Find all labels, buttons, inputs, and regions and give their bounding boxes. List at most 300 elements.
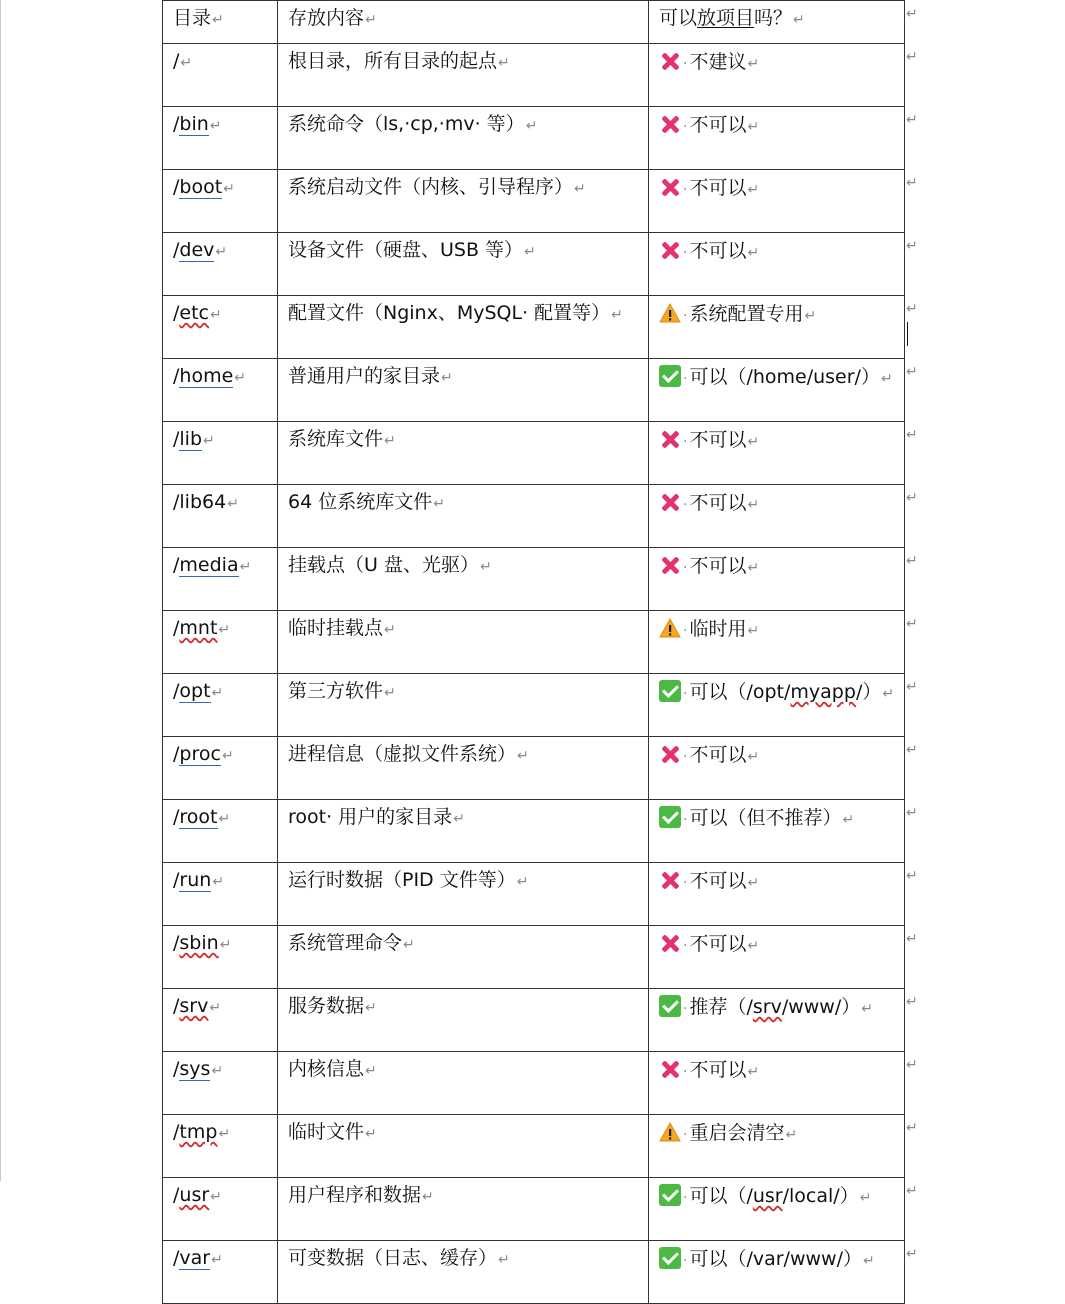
row-end-mark-icon: ↵ [906,49,918,65]
dir-name: lib [179,428,203,450]
check-mark-icon [659,680,681,702]
space-mark-icon: · [683,1253,688,1269]
table-row [163,989,905,1052]
row-end-mark-icon: ↵ [906,616,918,632]
paragraph-mark-icon: ↵ [747,119,760,135]
paragraph-mark-icon: ↵ [498,55,510,71]
paragraph-mark-icon: ↵ [747,56,760,72]
cell-directory[interactable] [163,611,278,674]
row-end-mark-icon: ↵ [906,6,918,22]
space-mark-icon: · [683,434,688,450]
paragraph-mark-icon: ↵ [747,623,760,639]
check-mark-icon [659,365,681,387]
cross-mark-icon [659,1058,681,1080]
paragraph-mark-icon: ↵ [384,622,396,638]
header-question-suffix: 吗？ [754,7,793,29]
paragraph-mark-icon: ↵ [422,1189,434,1205]
row-end-mark-icon: ↵ [906,742,918,758]
warning-icon [659,1121,681,1143]
paragraph-mark-icon: ↵ [227,496,239,512]
dir-slash: / [173,680,180,702]
check-mark-icon [659,1184,681,1206]
space-mark-icon: · [683,1064,688,1080]
cell-directory[interactable] [163,170,278,233]
table-row [163,485,905,548]
end-of-row-marks [905,0,925,1262]
text-cursor [907,322,908,346]
row-end-mark-icon: ↵ [906,679,918,695]
paragraph-mark-icon: ↵ [218,811,231,827]
cell-content[interactable] [278,1178,649,1241]
header-question-prefix: 可以 [659,7,698,29]
paragraph-mark-icon: ↵ [211,1063,224,1079]
space-mark-icon: · [683,56,688,72]
cell-directory[interactable] [163,800,278,863]
table-row [163,737,905,800]
cross-mark-icon [659,113,681,135]
answer-text: 不可以 [689,555,747,577]
cell-directory[interactable] [163,548,278,611]
paragraph-mark-icon: ↵ [209,118,222,134]
content-text: 系统启动文件（内核、引导程序） [288,176,574,198]
cell-answer[interactable] [649,170,905,233]
table-row [163,1115,905,1178]
dir-name: usr [179,1184,210,1206]
paragraph-mark-icon: ↵ [747,1064,760,1080]
answer-text: 不可以 [689,240,747,262]
content-text: 第三方软件 [288,680,384,702]
answer-text: 可以（但不推荐） [689,807,842,829]
answer-text-pre: 推荐（/ [689,996,753,1018]
table-row [163,44,905,107]
cell-content[interactable] [278,611,649,674]
dir-name: opt [179,680,211,702]
dir-name: root [179,806,218,828]
row-end-mark-icon: ↵ [906,994,918,1010]
paragraph-mark-icon: ↵ [403,937,415,953]
header-cell-directory[interactable] [163,1,278,44]
paragraph-mark-icon: ↵ [433,496,445,512]
cell-directory[interactable] [163,485,278,548]
paragraph-mark-icon: ↵ [859,1190,872,1206]
space-mark-icon: · [683,182,688,198]
dir-slash: / [173,491,180,513]
row-end-mark-icon: ↵ [906,364,918,380]
paragraph-mark-icon: ↵ [747,875,760,891]
dir-name: boot [179,176,223,198]
paragraph-mark-icon: ↵ [441,370,453,386]
paragraph-mark-icon: ↵ [209,1000,222,1016]
paragraph-mark-icon: ↵ [218,622,231,638]
dir-slash: / [173,428,180,450]
table-row [163,1052,905,1115]
cell-answer[interactable] [649,296,905,359]
space-mark-icon: · [683,749,688,765]
paragraph-mark-icon: ↵ [516,874,529,890]
table-row [163,1178,905,1241]
answer-text: 不可以 [689,429,747,451]
content-text: 普通用户的家目录 [288,365,441,387]
paragraph-mark-icon: ↵ [203,433,215,449]
dir-name: sbin [179,932,219,954]
paragraph-mark-icon: ↵ [215,244,228,260]
cell-directory[interactable] [163,989,278,1052]
cell-answer[interactable] [649,548,905,611]
paragraph-mark-icon: ↵ [365,1126,377,1142]
cell-directory[interactable] [163,44,278,107]
dir-slash: / [173,617,180,639]
answer-text: 不可以 [689,177,747,199]
answer-spell-flag: myapp [790,681,856,703]
cell-answer[interactable] [649,1052,905,1115]
paragraph-mark-icon: ↵ [219,937,232,953]
cell-directory[interactable] [163,296,278,359]
paragraph-mark-icon: ↵ [882,686,895,702]
answer-text: 不可以 [689,1059,747,1081]
content-text: 内核信息 [288,1058,365,1080]
row-end-mark-icon: ↵ [906,931,918,947]
paragraph-mark-icon: ↵ [180,55,193,71]
content-text: 用户程序和数据 [288,1184,422,1206]
dir-slash: / [173,806,180,828]
space-mark-icon: · [683,119,688,135]
answer-text: 临时用 [689,618,747,640]
cell-content[interactable] [278,44,649,107]
dir-name: proc [179,743,221,765]
dir-slash: / [173,239,180,261]
answer-text: 不可以 [689,744,747,766]
paragraph-mark-icon: ↵ [517,748,529,764]
paragraph-mark-icon: ↵ [212,12,224,28]
row-end-mark-icon: ↵ [906,238,918,254]
table-row [163,863,905,926]
answer-text: 重启会清空 [689,1122,785,1144]
header-content-label: 存放内容 [288,7,365,29]
cell-directory[interactable] [163,1115,278,1178]
paragraph-mark-icon: ↵ [212,874,225,890]
header-cell-question[interactable] [649,1,905,44]
space-mark-icon: · [683,497,688,513]
paragraph-mark-icon: ↵ [747,938,760,954]
space-mark-icon: · [683,623,688,639]
check-mark-icon [659,806,681,828]
cell-content[interactable] [278,359,649,422]
row-end-mark-icon: ↵ [906,805,918,821]
cell-answer[interactable] [649,800,905,863]
cell-answer[interactable] [649,611,905,674]
answer-text: /www/） [781,996,861,1018]
dir-slash: / [173,1247,180,1269]
dir-slash: / [173,1121,180,1143]
cell-directory[interactable] [163,674,278,737]
paragraph-mark-icon: ↵ [365,12,377,28]
paragraph-mark-icon: ↵ [384,685,396,701]
paragraph-mark-icon: ↵ [793,12,805,28]
paragraph-mark-icon: ↵ [384,433,396,449]
cell-content[interactable] [278,107,649,170]
row-end-mark-icon: ↵ [906,490,918,506]
cell-answer[interactable] [649,1115,905,1178]
dir-slash: / [173,365,180,387]
paragraph-mark-icon: ↵ [804,308,817,324]
space-mark-icon: · [683,1190,688,1206]
answer-text: 不可以 [689,933,747,955]
content-text: root· 用户的家目录 [288,806,453,828]
dir-slash: / [173,743,180,765]
header-cell-content[interactable] [278,1,649,44]
cell-content[interactable] [278,926,649,989]
answer-text: 可以（/home/user/） [689,366,880,388]
paragraph-mark-icon: ↵ [747,749,760,765]
table-row [163,233,905,296]
answer-text-pre: 可以（/opt/ [689,681,791,703]
cell-content[interactable] [278,737,649,800]
content-text: 进程信息（虚拟文件系统） [288,743,517,765]
dir-name: etc [179,302,209,324]
cross-mark-icon [659,869,681,891]
content-text: 可变数据（日志、缓存） [288,1247,498,1269]
warning-icon [659,617,681,639]
space-mark-icon: · [683,1127,688,1143]
cell-content[interactable] [278,863,649,926]
answer-spell-flag: srv [752,996,782,1018]
paragraph-mark-icon: ↵ [785,1127,798,1143]
dir-name: sys [179,1058,211,1080]
dir-slash: / [173,869,180,891]
space-mark-icon: · [683,686,688,702]
dir-name: home [179,365,234,387]
paragraph-mark-icon: ↵ [221,748,234,764]
dir-name: dev [179,239,215,261]
paragraph-mark-icon: ↵ [365,1000,377,1016]
cross-mark-icon [659,491,681,513]
cell-content[interactable] [278,233,649,296]
cell-answer[interactable] [649,1241,905,1304]
content-text: 系统库文件 [288,428,384,450]
content-text: 配置文件（Nginx、MySQL· 配置等） [288,302,611,324]
table-header-row [163,1,905,44]
content-text: 系统管理命令 [288,932,403,954]
cell-content[interactable] [278,989,649,1052]
cell-answer[interactable] [649,989,905,1052]
directory-table [162,0,905,1304]
space-mark-icon: · [683,308,688,324]
answer-text: 不可以 [689,870,747,892]
content-text: 根目录，所有目录的起点 [288,50,498,72]
paragraph-mark-icon: ↵ [747,497,760,513]
table-row [163,296,905,359]
cell-answer[interactable] [649,44,905,107]
dir-slash: / [173,113,180,135]
paragraph-mark-icon: ↵ [211,1252,223,1268]
cell-answer[interactable] [649,863,905,926]
row-end-mark-icon: ↵ [906,868,918,884]
header-question-underlined: 放项目 [697,7,755,29]
space-mark-icon: · [683,875,688,891]
table-row [163,800,905,863]
answer-text: 可以（/var/www/） [689,1248,862,1270]
cross-mark-icon [659,743,681,765]
cross-mark-icon [659,176,681,198]
table-row [163,170,905,233]
dir-name: run [179,869,212,891]
cell-content[interactable] [278,674,649,737]
table-row [163,926,905,989]
row-end-mark-icon: ↵ [906,1246,918,1262]
row-end-mark-icon: ↵ [906,553,918,569]
page-edge [0,0,1,1181]
dir-slash: / [173,932,180,954]
dir-slash: / [173,995,180,1017]
cross-mark-icon [659,239,681,261]
cross-mark-icon [659,428,681,450]
cell-content[interactable] [278,1052,649,1115]
cell-answer[interactable] [649,737,905,800]
answer-text: 系统配置专用 [689,303,804,325]
cell-content[interactable] [278,422,649,485]
content-text: 挂载点（U 盘、光驱） [288,554,479,576]
row-end-mark-icon: ↵ [906,1183,918,1199]
dir-slash: / [173,176,180,198]
paragraph-mark-icon: ↵ [211,685,224,701]
space-mark-icon: · [683,938,688,954]
header-directory-label: 目录 [173,7,212,29]
cell-directory[interactable] [163,863,278,926]
cell-content[interactable] [278,170,649,233]
dir-slash: / [173,554,180,576]
answer-text: 不建议 [689,51,747,73]
cell-content[interactable] [278,800,649,863]
cell-directory[interactable] [163,1052,278,1115]
row-end-mark-icon: ↵ [906,175,918,191]
paragraph-mark-icon: ↵ [861,1001,873,1017]
cell-answer[interactable] [649,1178,905,1241]
answer-text: /） [855,681,882,703]
dir-slash: / [173,302,180,324]
space-mark-icon: · [683,1001,688,1017]
dir-name: lib64 [179,491,227,513]
paragraph-mark-icon: ↵ [747,182,760,198]
row-end-mark-icon: ↵ [906,1057,918,1073]
table-row [163,611,905,674]
dir-slash: / [173,1058,180,1080]
content-text: 系统命令（ls,·cp,·mv· 等） [288,113,525,135]
row-end-mark-icon: ↵ [906,427,918,443]
table-row [163,422,905,485]
cell-directory[interactable] [163,422,278,485]
dir-name: bin [179,113,209,135]
row-end-mark-icon: ↵ [906,301,918,317]
cell-content[interactable] [278,548,649,611]
dir-slash: / [173,50,180,72]
paragraph-mark-icon: ↵ [479,559,492,575]
content-text: 设备文件（硬盘、USB 等） [288,239,524,261]
cell-content[interactable] [278,1115,649,1178]
cell-answer[interactable] [649,485,905,548]
answer-spell-flag: usr [752,1185,783,1207]
cell-answer[interactable] [649,674,905,737]
paragraph-mark-icon: ↵ [747,560,760,576]
cell-answer[interactable] [649,233,905,296]
row-end-mark-icon: ↵ [906,112,918,128]
content-text: 运行时数据（PID 文件等） [288,869,516,891]
paragraph-mark-icon: ↵ [365,1063,377,1079]
table-row [163,548,905,611]
paragraph-mark-icon: ↵ [498,1252,510,1268]
table-row [163,107,905,170]
cross-mark-icon [659,554,681,576]
paragraph-mark-icon: ↵ [218,1126,231,1142]
paragraph-mark-icon: ↵ [880,371,893,387]
cell-directory[interactable] [163,1178,278,1241]
answer-text: 不可以 [689,114,747,136]
check-mark-icon [659,995,681,1017]
cell-content[interactable] [278,296,649,359]
dir-slash: / [173,1184,180,1206]
dir-name: mnt [179,617,218,639]
paragraph-mark-icon: ↵ [842,812,855,828]
answer-text-pre: 可以（/ [689,1185,753,1207]
space-mark-icon: · [683,245,688,261]
paragraph-mark-icon: ↵ [234,370,247,386]
warning-icon [659,302,681,324]
paragraph-mark-icon: ↵ [524,244,536,260]
paragraph-mark-icon: ↵ [574,181,586,197]
content-text: 服务数据 [288,995,365,1017]
content-text: 临时挂载点 [288,617,384,639]
check-mark-icon [659,1247,681,1269]
cell-directory[interactable] [163,359,278,422]
paragraph-mark-icon: ↵ [611,307,623,323]
content-text: 临时文件 [288,1121,365,1143]
dir-name: tmp [179,1121,218,1143]
cell-directory[interactable] [163,107,278,170]
paragraph-mark-icon: ↵ [525,118,538,134]
table-row [163,359,905,422]
cell-content[interactable] [278,485,649,548]
paragraph-mark-icon: ↵ [747,245,760,261]
paragraph-mark-icon: ↵ [239,559,252,575]
content-text: 64 位系统库文件 [288,491,433,513]
paragraph-mark-icon: ↵ [862,1253,875,1269]
answer-text: /local/） [782,1185,859,1207]
paragraph-mark-icon: ↵ [210,1189,222,1205]
cell-directory[interactable] [163,1241,278,1304]
cell-directory[interactable] [163,926,278,989]
cross-mark-icon [659,50,681,72]
cell-answer[interactable] [649,107,905,170]
cell-answer[interactable] [649,422,905,485]
table-row [163,1241,905,1304]
space-mark-icon: · [683,371,688,387]
paragraph-mark-icon: ↵ [747,434,760,450]
cell-answer[interactable] [649,359,905,422]
dir-name: srv [179,995,209,1017]
paragraph-mark-icon: ↵ [223,181,235,197]
paragraph-mark-icon: ↵ [453,811,465,827]
cell-content[interactable] [278,1241,649,1304]
cross-mark-icon [659,932,681,954]
cell-directory[interactable] [163,737,278,800]
paragraph-mark-icon: ↵ [210,307,222,323]
cell-directory[interactable] [163,233,278,296]
table-row [163,674,905,737]
space-mark-icon: · [683,560,688,576]
dir-name: media [179,554,239,576]
answer-text: 不可以 [689,492,747,514]
row-end-mark-icon: ↵ [906,1120,918,1136]
cell-answer[interactable] [649,926,905,989]
